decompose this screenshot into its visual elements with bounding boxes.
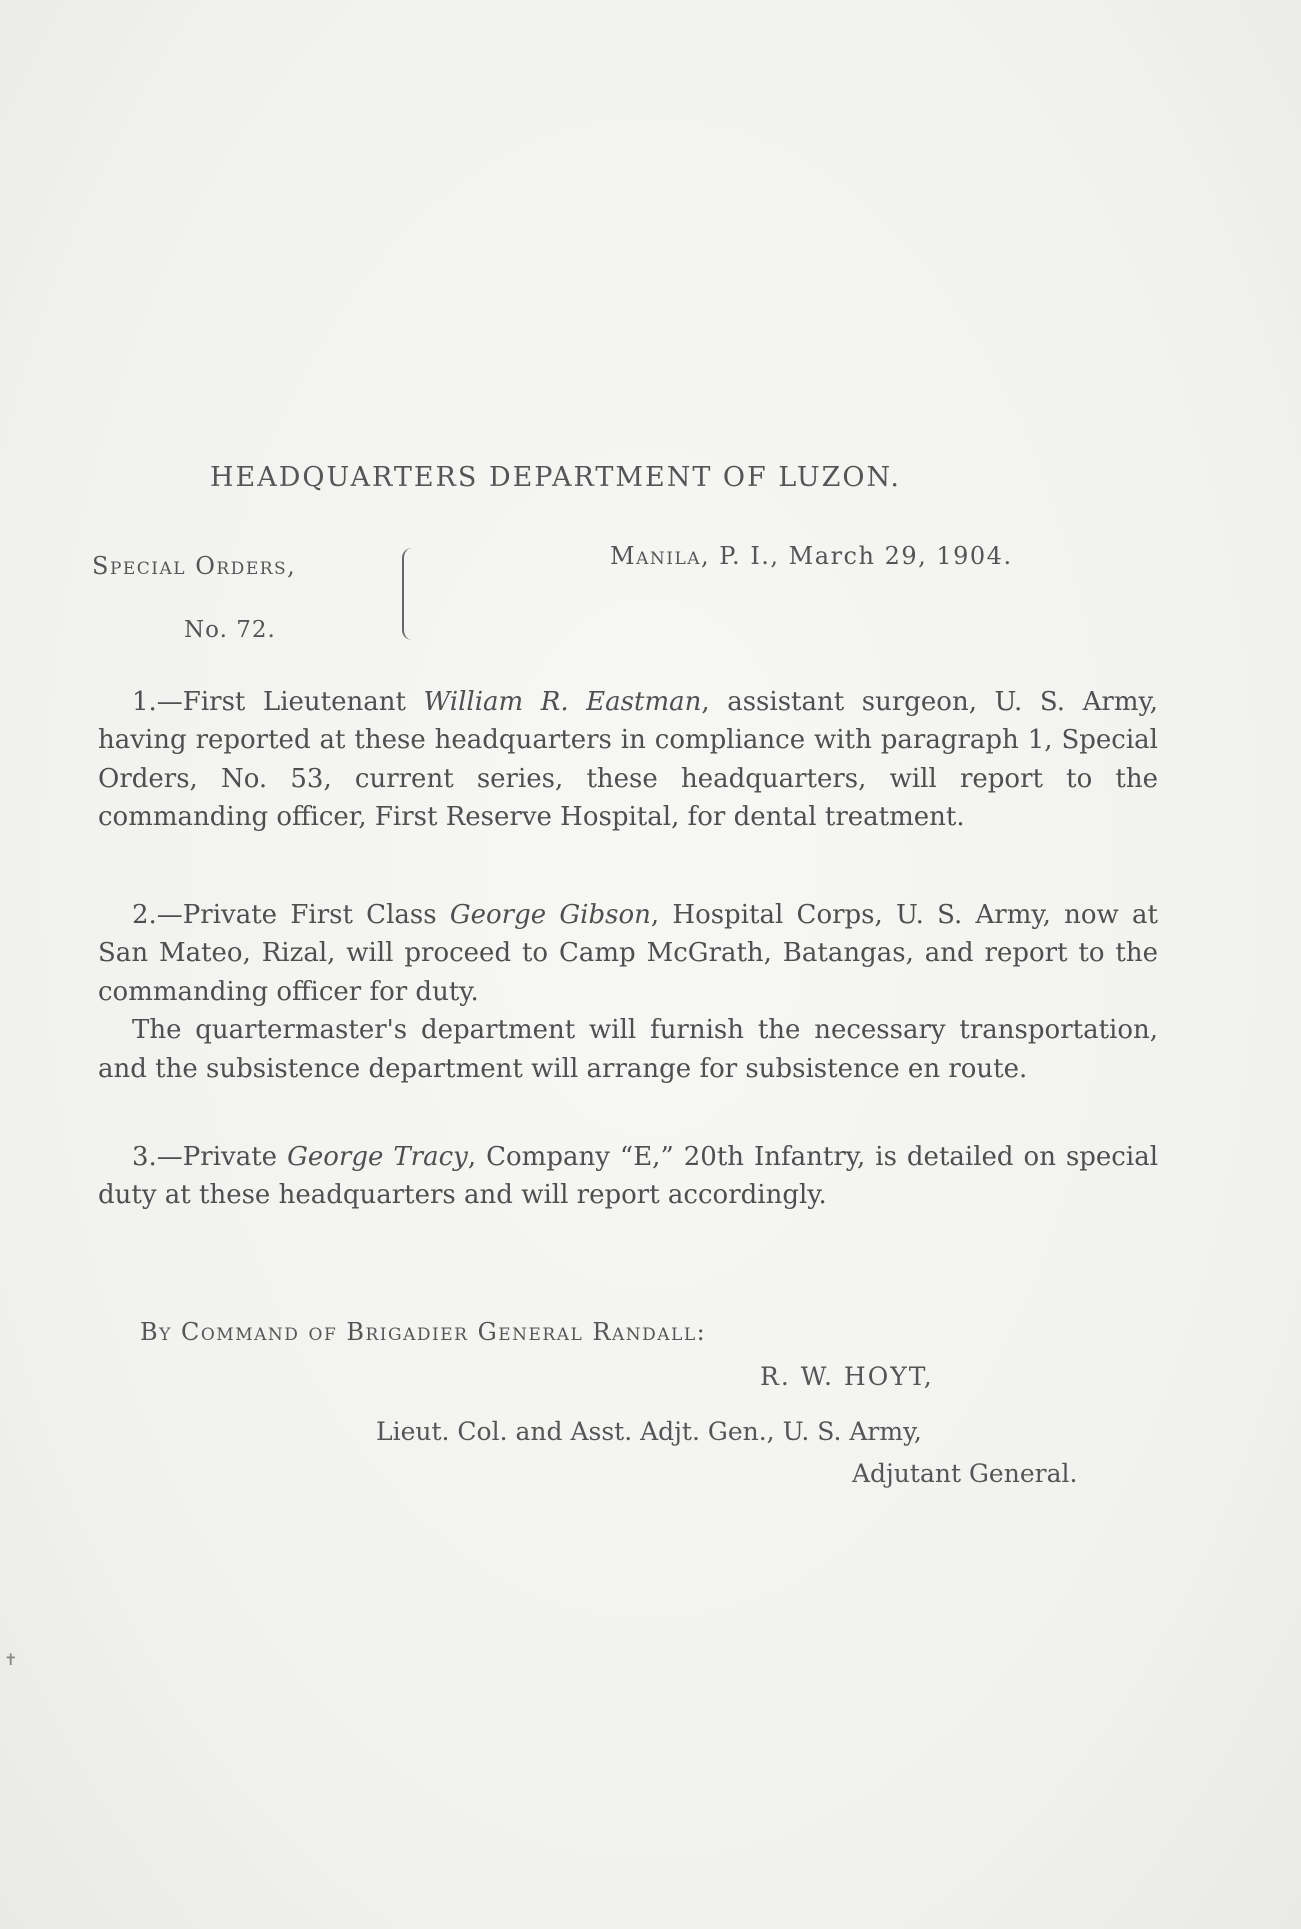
edge-mark: ✝ xyxy=(4,1650,18,1669)
private-name: George Tracy xyxy=(287,1142,468,1172)
signature-name: R. W. HOYT, xyxy=(760,1362,934,1391)
private-name: George Gibson xyxy=(449,900,651,930)
document-heading: HEADQUARTERS DEPARTMENT OF LUZON. xyxy=(210,462,901,493)
order-paragraph-2 xyxy=(98,896,1158,1088)
paragraph-prefix: 3.—Private xyxy=(132,1142,288,1172)
command-line: By Command of Brigadier General Randall: xyxy=(140,1318,707,1346)
paragraph-text: , Hospital Corps, U. S. Army, now at San Mateo, Rizal, will proceed to Camp McGrath, Batangas, and report to the commanding officer for duty. xyxy=(98,900,1158,1007)
place-date: , P. I., March 29, 1904. xyxy=(701,542,1013,570)
paragraph-continuation: The quartermaster's department will furnish the necessary transportation, and the subsistence department will arrange for subsistence en route. xyxy=(98,1015,1158,1084)
signature-role: Adjutant General. xyxy=(852,1459,1078,1488)
order-paragraph-3 xyxy=(98,1138,1158,1215)
signature-title: Lieut. Col. and Asst. Adjt. Gen., U. S. Army, xyxy=(376,1417,922,1446)
orders-brace xyxy=(402,548,420,640)
special-orders-label: Special Orders, xyxy=(92,552,297,580)
place-date-line xyxy=(610,542,1013,570)
special-orders-number: No. 72. xyxy=(184,617,276,643)
officer-name: William R. Eastman xyxy=(423,687,702,717)
order-paragraph-1 xyxy=(98,683,1158,837)
paragraph-prefix: 1.—First Lieutenant xyxy=(132,687,424,717)
paragraph-text: , assistant surgeon, U. S. Army, having reported at these headquarters in compliance with paragraph 1, Special Orders, No. 53, current series, these headquarters, will report to the commanding officer, First Reserve Hospital, for dental treatment. xyxy=(98,687,1158,833)
paragraph-prefix: 2.—Private First Class xyxy=(132,900,450,930)
paragraph-text: , Company “E,” 20th Infantry, is detailed on special duty at these headquarters and will report accordingly. xyxy=(98,1142,1159,1211)
place-name: Manila xyxy=(610,542,702,570)
